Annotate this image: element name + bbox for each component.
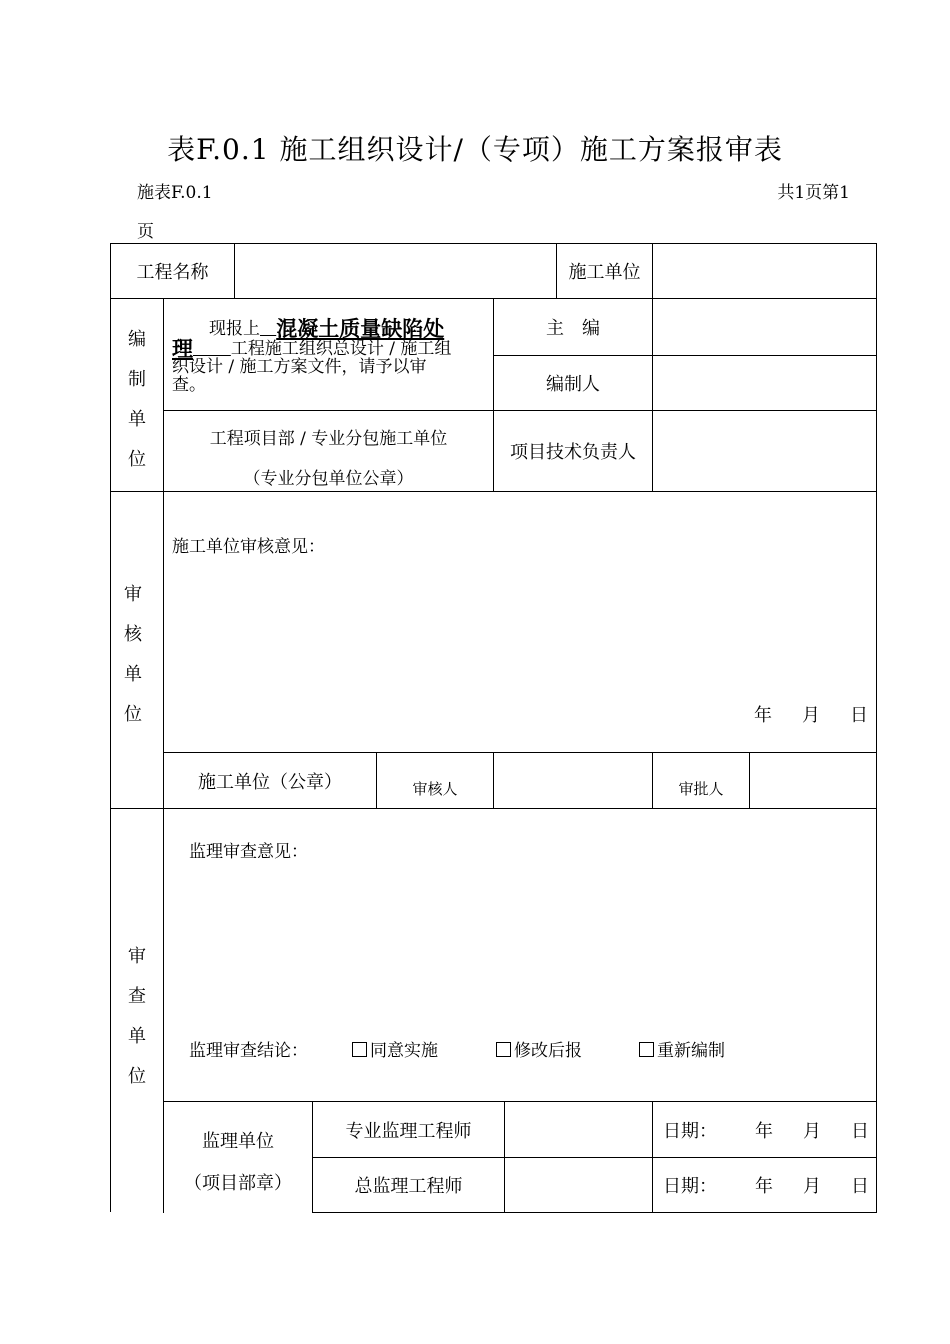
supervision-seal-label: （项目部章） [184,1173,292,1194]
option-redo[interactable]: 重新编制 [639,1036,725,1061]
form-code: 施表F.0.1 [137,183,213,203]
chief-editor-label: 主 编 [546,318,600,339]
specialist-engineer-field[interactable] [505,1102,652,1157]
tech-lead-label: 项目技术负责人 [510,442,636,463]
approver-field[interactable] [750,753,876,808]
specialist-engineer-label: 专业监理工程师 [345,1120,472,1142]
chief-engineer-label: 总监理工程师 [354,1176,463,1197]
compiler-label: 编制人 [546,374,600,395]
project-name-label: 工程名称 [136,262,209,283]
form-title: 表F.0.1 施工组织设计/（专项）施工方案报审表 [167,133,783,166]
construction-unit-label: 施工单位 [568,262,641,283]
project-name-field[interactable] [235,244,556,298]
reviewer-field[interactable] [494,753,652,808]
compile-unit-side-label: 编 制 单 位 [128,329,146,470]
chief-editor-field[interactable] [653,299,876,355]
page-info-continued: 页 [137,222,154,242]
page-info: 共1页第1 [777,183,850,203]
checkbox-icon[interactable] [352,1042,367,1057]
compiler-field[interactable] [653,356,876,410]
checkbox-icon[interactable] [496,1042,511,1057]
option-approve[interactable]: 同意实施 [352,1036,438,1061]
review-date: 年 月 日 [754,705,868,726]
report-statement: 现报上 混凝土质量缺陷处 理 工程施工组织总设计 / 施工组 织设计 / 施工方案文件，请予以审 查。 [172,316,452,395]
subcontractor-seal-label: （专业分包单位公章） [243,468,414,489]
construction-seal-label: 施工单位（公章） [198,771,342,793]
supervision-unit-label: 监理单位 [202,1131,274,1152]
project-value: 混凝土质量缺陷处 [276,316,445,341]
specialist-engineer-date[interactable]: 日期： 年 月 日 [663,1120,869,1142]
tech-lead-field[interactable] [653,411,876,491]
inspect-conclusion-label: 监理审查结论： [189,1041,308,1061]
review-opinion-label: 施工单位审核意见： [172,537,325,557]
approver-label: 审批人 [678,780,724,798]
reviewer-label: 审核人 [412,780,458,798]
inspect-opinion-field[interactable] [164,865,876,1025]
construction-unit-field[interactable] [653,244,876,298]
review-unit-side-label: 审 核 单 位 [124,584,142,725]
inspect-unit-side-label: 审 查 单 位 [128,946,146,1087]
review-opinion-field[interactable] [164,560,876,690]
option-revise[interactable]: 修改后报 [496,1036,582,1061]
inspect-opinion-label: 监理审查意见： [189,842,308,862]
checkbox-icon[interactable] [639,1042,654,1057]
project-dept-label: 工程项目部 / 专业分包施工单位 [209,428,448,449]
chief-engineer-date[interactable]: 日期： 年 月 日 [663,1176,869,1197]
chief-engineer-field[interactable] [505,1158,652,1212]
